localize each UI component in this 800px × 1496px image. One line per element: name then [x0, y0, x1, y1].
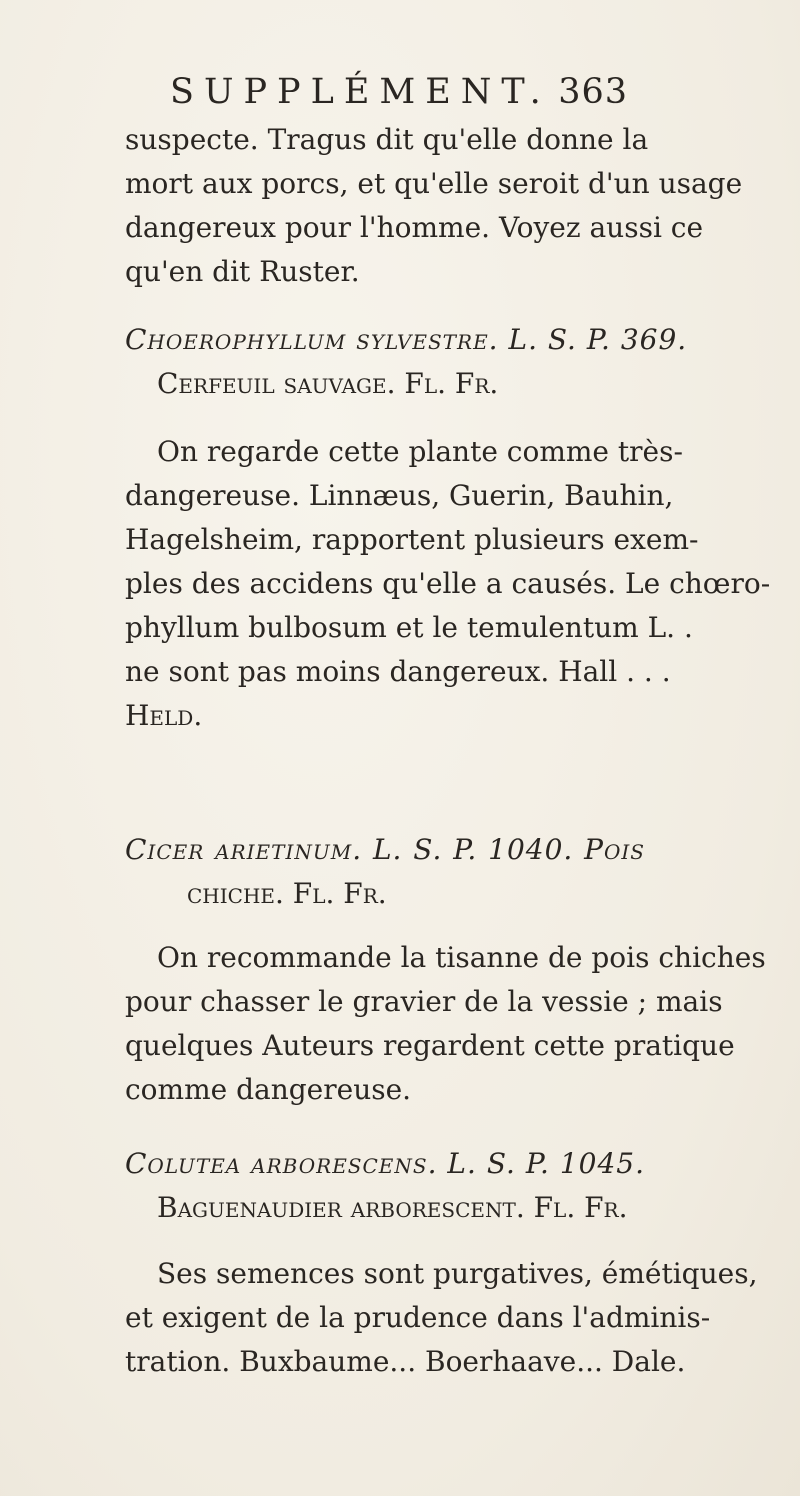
text-line: dangereux pour l'homme. Voyez aussi ce — [125, 211, 704, 244]
running-head — [170, 72, 628, 112]
text-line: ples des accidens qu'elle a causés. Le chœro- — [125, 567, 771, 600]
text-line: mort aux porcs, et qu'elle seroit d'un usage — [125, 167, 743, 200]
text-line: Hagelsheim, rapportent plusieurs exem- — [125, 523, 699, 556]
entry-heading: Choerophyllum sylvestre. L. S. P. 369. — [125, 323, 688, 356]
entry-heading: Colutea arborescens. L. S. P. 1045. — [125, 1147, 645, 1180]
entry-subheading: Baguenaudier arborescent. Fl. Fr. — [157, 1191, 628, 1224]
text-line: suspecte. Tragus dit qu'elle donne la — [125, 123, 649, 156]
text-line: et exigent de la prudence dans l'adminis- — [125, 1301, 711, 1334]
text-line: phyllum bulbosum et le temulentum L. . — [125, 611, 693, 644]
text-line: On regarde cette plante comme très- — [157, 435, 683, 468]
entry-subheading: Cerfeuil sauvage. Fl. Fr. — [157, 367, 499, 400]
text-line: quelques Auteurs regardent cette pratique — [125, 1029, 735, 1062]
text-line: tration. Buxbaume... Boerhaave... Dale. — [125, 1345, 686, 1378]
running-head-title: SUPPLÉMENT. — [170, 72, 551, 112]
entry-colutea — [125, 1142, 758, 1384]
text-line: qu'en dit Ruster. — [125, 255, 360, 288]
entry-subheading: chiche. Fl. Fr. — [187, 877, 387, 910]
text-line: comme dangereuse. — [125, 1073, 412, 1106]
entry-choerophyllum — [125, 318, 771, 738]
text-line: On recommande la tisanne de pois chiches — [157, 941, 766, 974]
entry-heading: Cicer arietinum. L. S. P. 1040. Pois — [125, 833, 645, 866]
entry-cicer — [125, 828, 766, 1112]
text-line: Ses semences sont purgatives, émétiques, — [157, 1257, 758, 1290]
text-line: pour chasser le gravier de la vessie ; mais — [125, 985, 723, 1018]
continuation-paragraph — [125, 118, 743, 294]
text-line: Held. — [125, 699, 203, 732]
text-line: dangereuse. Linnæus, Guerin, Bauhin, — [125, 479, 674, 512]
text-line: ne sont pas moins dangereux. Hall . . . — [125, 655, 671, 688]
page-number: 363 — [558, 72, 628, 112]
